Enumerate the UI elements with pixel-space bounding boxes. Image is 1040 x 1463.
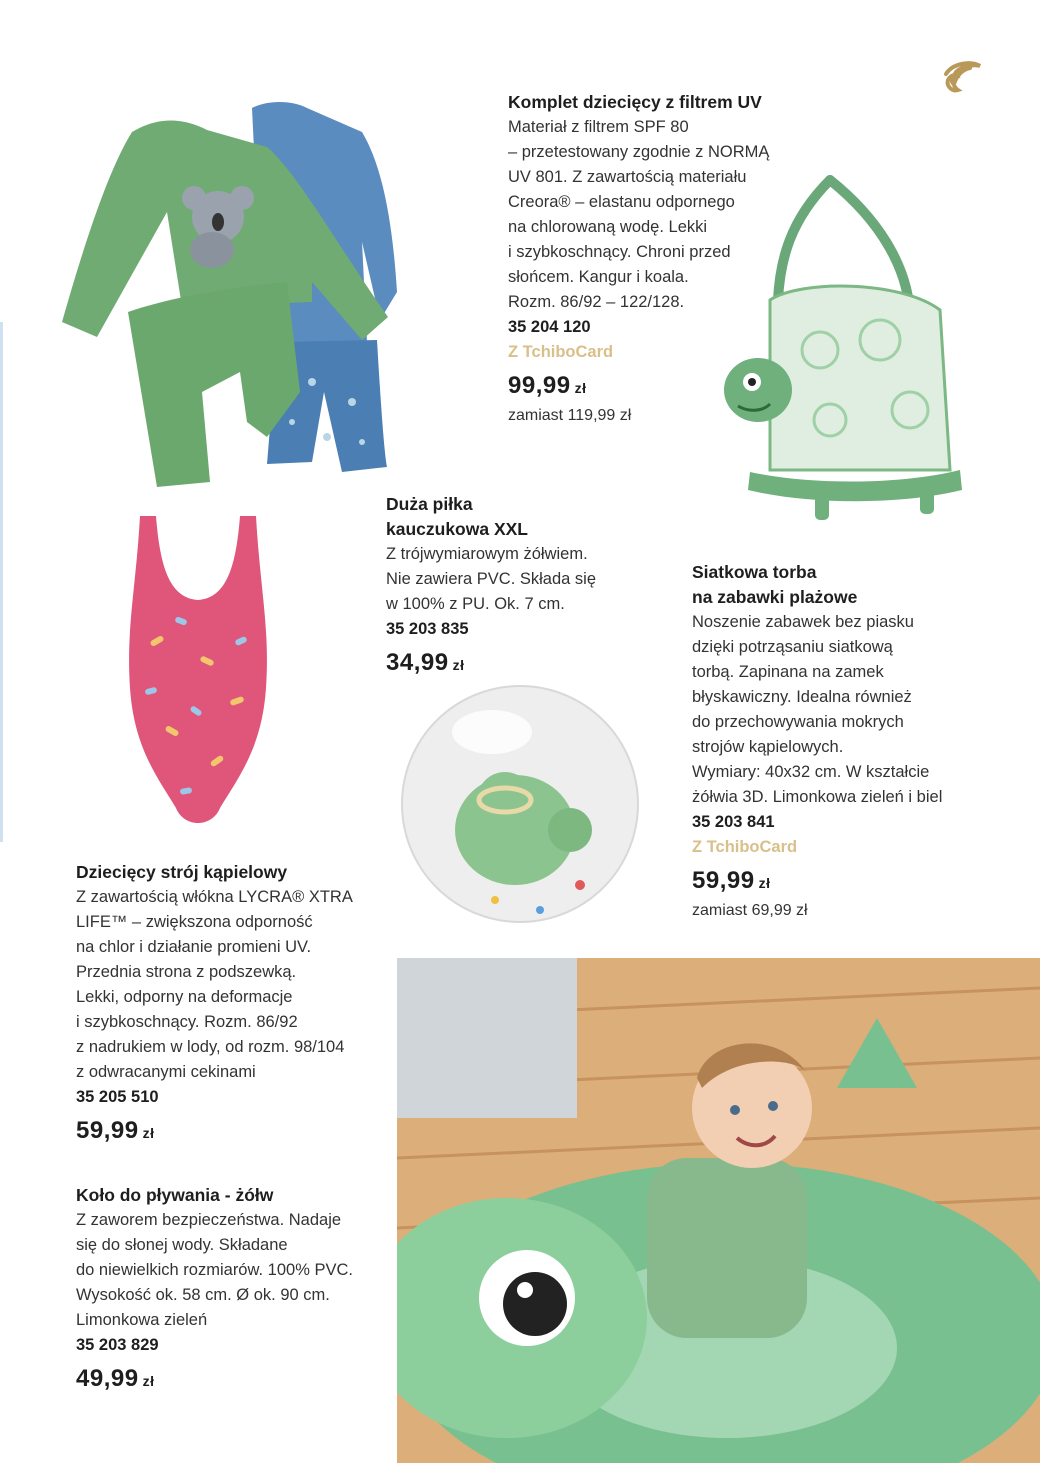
product-price: 59,99 zł [692,867,771,894]
product-title: Koło do pływania - żółw [76,1185,274,1205]
product-code: 35 203 835 [386,620,469,638]
tchibocard-label: Z TchiboCard [692,838,798,856]
swim-ring-photo [397,958,1040,1463]
product-title: Siatkowa torba na zabawki plażowe [692,562,858,607]
old-price: zamiast 69,99 zł [692,902,808,919]
product-code: 35 204 120 [508,318,591,336]
tchibo-logo-icon [940,56,984,100]
product-description: Z trójwymiarowym żółwiem. Nie zawiera PVC. Składa się w 100% z PU. Ok. 7 cm. [386,545,597,613]
product-description: Materiał z filtrem SPF 80 – przetestowany zgodnie z NORMĄ UV 801. Z zawartością materiału Creora® – elastanu odpornego na chlorowaną wodę. Lekki i szybkoschnący. Chroni przed słońcem. Kangur i koala. Rozm. 86/92 – 122/128. [508,118,770,311]
product-title: Dziecięcy strój kąpielowy [76,862,288,882]
product-price: 99,99 zł [508,372,587,399]
swimsuit-photo [120,508,276,840]
product-uv-set [508,90,769,427]
product-ball [386,492,596,682]
product-code: 35 203 841 [692,813,775,831]
product-title: Komplet dziecięcy z filtrem UV [508,92,762,112]
product-description: Z zawartością włókna LYCRA® XTRA LIFE™ – zwiększona odporność na chlor i działanie promieni UV. Przednia strona z podszewką. Lekki, odporny na deformacje i szybkoschnący. Rozm. 86/92 z nadrukiem w lody, od rozm. 98/104 z odwracanymi cekinami [76,888,353,1081]
product-code: 35 203 829 [76,1336,159,1354]
page-edge-decoration [0,322,3,842]
product-price: 34,99 zł [386,649,465,676]
product-price: 59,99 zł [76,1117,155,1144]
product-description: Noszenie zabawek bez piasku dzięki potrząsaniu siatkową torbą. Zapinana na zamek błyskawiczny. Idealna również do przechowywania mokrych strojów kąpielowych. Wymiary: 40x32 cm. W kształcie żółwia 3D. Limonkowa zieleń i biel [692,613,943,806]
uv-set-photo [62,92,402,492]
product-swim-ring [76,1183,353,1398]
product-price: 49,99 zł [76,1365,155,1392]
product-description: Z zaworem bezpieczeństwa. Nadaje się do słonej wody. Składane do niewielkich rozmiarów. 100% PVC. Wysokość ok. 58 cm. Ø ok. 90 cm. Limonkowa zieleń [76,1211,353,1329]
product-title: Duża piłka kauczukowa XXL [386,494,528,539]
tchibocard-label: Z TchiboCard [508,343,614,361]
product-code: 35 205 510 [76,1088,159,1106]
old-price: zamiast 119,99 zł [508,407,632,424]
product-bag [692,560,942,922]
product-swimsuit [76,860,353,1150]
beach-ball-photo [400,680,640,930]
